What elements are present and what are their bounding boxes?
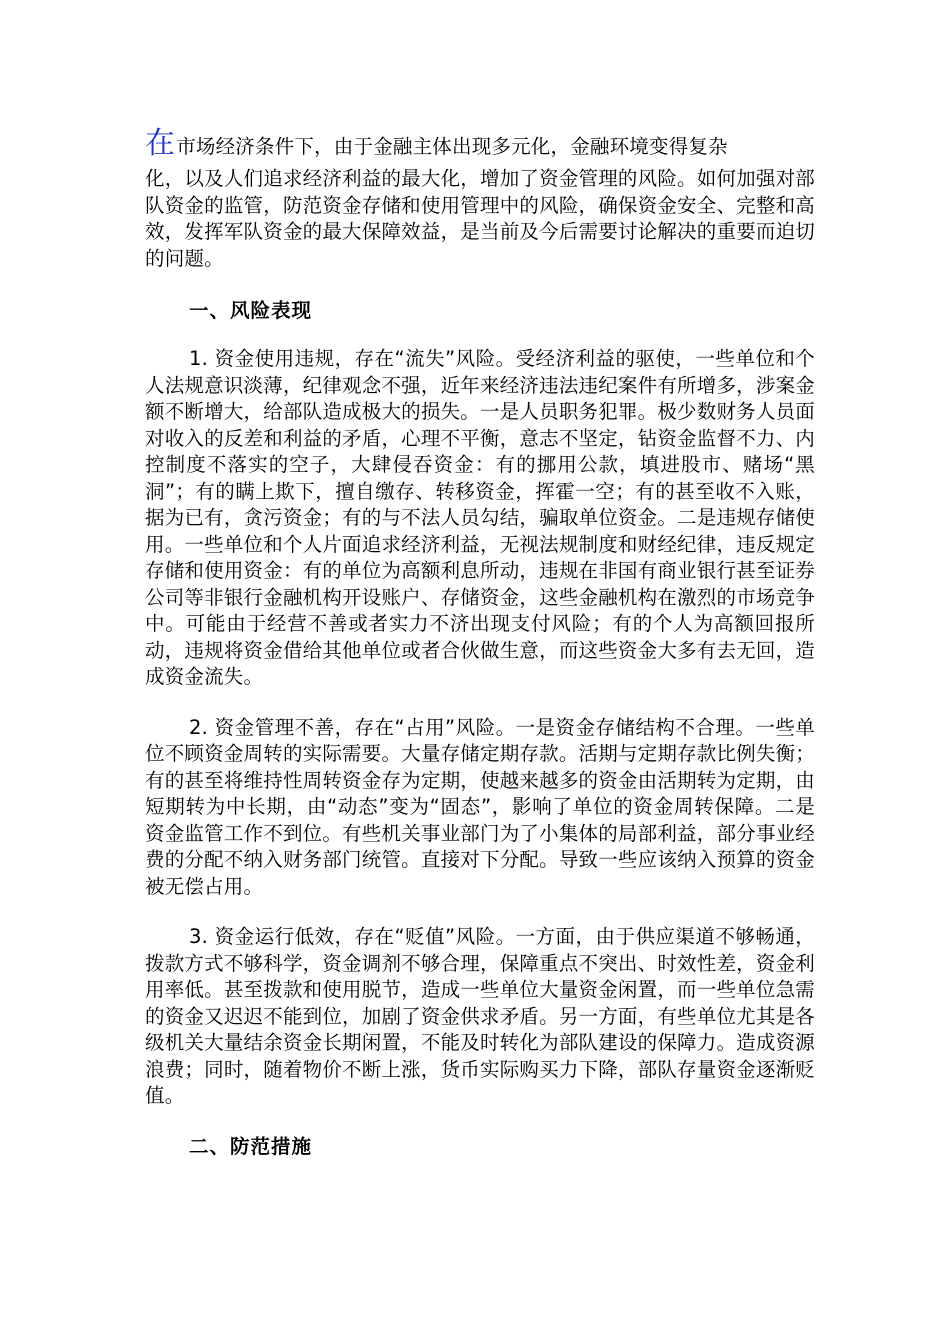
risk-paragraph-3: 3. 资金运行低效，存在“贬值”风险。一方面，由于供应渠道不够畅通，拨款方式不够科学，资金调剂不够合理，保障重点不突出、时效性差，资金利用率低。甚至拨款和使用脱节，造成一些单位大量资金闲置，而一些单位急需的资金又迟迟不能到位，加剧了资金供求矛盾。另一方面，有些单位尤其是各级机关大量结余资金长期闲置，不能及时转化为部队建设的保障力。造成资源浪费；同时，随着物价不断上涨，货币实际购买力下降，部队存量资金逐渐贬值。 [145,925,815,1107]
section-heading-risks: 一、风险表现 [189,299,313,322]
risk-paragraph-1: 1. 资金使用违规，存在“流失”风险。受经济利益的驱使，一些单位和个人法规意识淡薄，纪律观念不强，近年来经济违法违纪案件有所增多，涉案金额不断增大，给部队造成极大的损失。一是人员职务犯罪。极少数财务人员面对收入的反差和利益的矛盾，心理不平衡，意志不坚定，钻资金监督不力、内控制度不落实的空子，大肆侵吞资金：有的挪用公款，填进股市、赌场“黑洞”；有的瞒上欺下，擅自缴存、转移资金，挥霍一空；有的甚至收不入账，据为已有，贪污资金；有的与不法人员勾结，骗取单位资金。二是违规存储使用。一些单位和个人片面追求经济利益，无视法规制度和财经纪律，违反规定存储和使用资金：有的单位为高额利息所动，违规在非国有商业银行甚至证券公司等非银行金融机构开设账户、存储资金，这些金融机构在激烈的市场竞争中。可能由于经营不善或者实力不济出现支付风险；有的个人为高额回报所动，违规将资金借给其他单位或者合伙做生意，而这些资金大多有去无回，造成资金流失。 [145,347,815,688]
document-page [145,128,815,1160]
risk-paragraph-2: 2. 资金管理不善，存在“占用”风险。一是资金存储结构不合理。一些单位不顾资金周转的实际需要。大量存储定期存款。活期与定期存款比例失衡；有的甚至将维持性周转资金存为定期，使越来越多的资金由活期转为定期，由短期转为中长期，由“动态”变为“固态”，影响了单位的资金周转保障。二是资金监管工作不到位。有些机关事业部门为了小集体的局部利益，部分事业经费的分配不纳入财务部门统管。直接对下分配。导致一些应该纳入预算的资金被无偿占用。 [145,715,815,898]
intro-paragraph [145,128,815,272]
intro-first-line [145,128,815,166]
intro-rest-text: 化，以及人们追求经济利益的最大化，增加了资金管理的风险。如何加强对部队资金的监管，防范资金存储和使用管理中的风险，确保资金安全、完整和高效，发挥军队资金的最大保障效益，是当前及今后需要讨论解决的重要而迫切的问题。 [145,167,815,270]
section-heading-measures: 二、防范措施 [189,1134,313,1158]
drop-cap: 在 [145,126,176,161]
intro-first-text: 市场经济条件下，由于金融主体出现多元化，金融环境变得复杂 [176,135,728,158]
